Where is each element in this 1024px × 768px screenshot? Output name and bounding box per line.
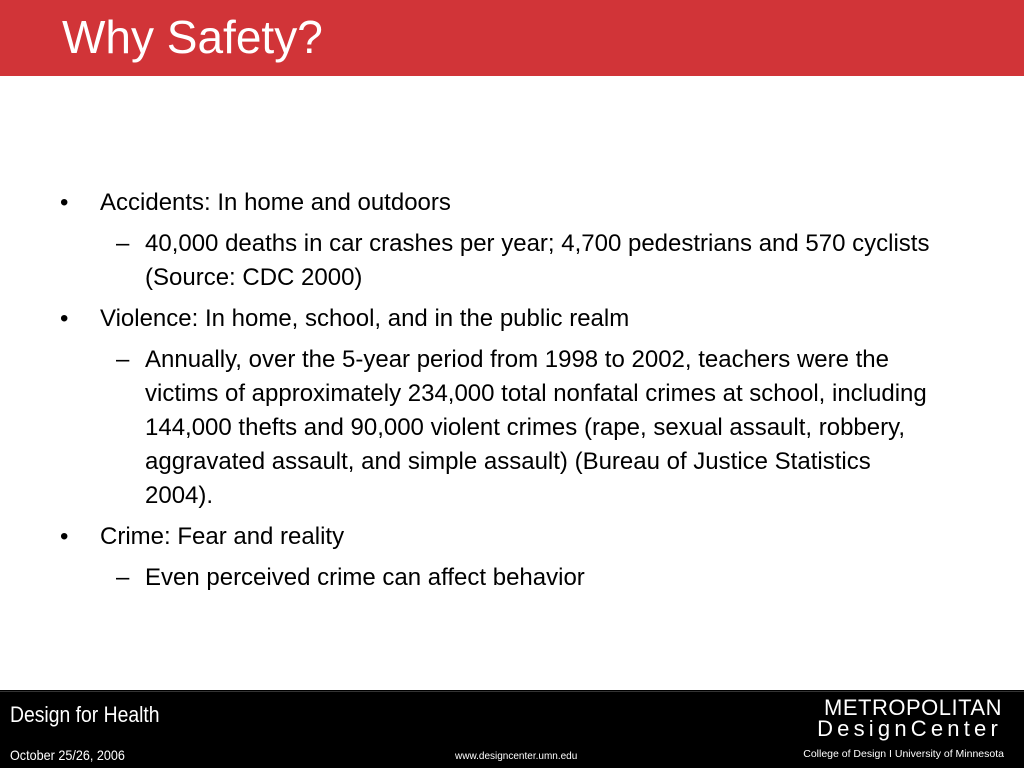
bullet-marker: • [60,305,69,332]
metropolitan-design-center-logo [790,695,1014,765]
footer-date: October 25/26, 2006 [10,747,125,763]
bullet-marker: • [60,189,69,216]
sub-bullet-item [116,227,946,295]
sub-bullet-text: 40,000 deaths in car crashes per year; 4,700 pedestrians and 570 cyclists (Source: CDC 2000) [145,230,930,291]
logo-line-2: DesignCenter [817,716,1002,741]
sub-bullet-marker: – [116,346,130,373]
bullet-marker: • [60,523,69,550]
footer-divider [0,691,1024,692]
sub-bullet-item [116,561,946,595]
logo-line-3: College of Design I University of Minnesota [803,748,1004,760]
sub-bullet-item [116,343,946,513]
sub-bullet-text: Even perceived crime can affect behavior [145,564,585,591]
title-bar [0,0,1024,76]
bullet-text: Crime: Fear and reality [100,523,345,550]
bullet-text: Accidents: In home and outdoors [100,189,451,216]
footer-bar [0,690,1024,768]
footer-title: Design for Health [10,702,160,727]
footer-url[interactable]: www.designcenter.umn.edu [455,751,578,762]
sub-bullet-text: Annually, over the 5-year period from 1998 to 2002, teachers were the victims of approximately 234,000 total nonfatal crimes at school, including 144,000 thefts and 90,000 violent crimes (rape, sexual assault, robbery, aggravated assault, and simple assault) (Bureau of Justice Statistics 2004). [145,346,927,509]
bullet-text: Violence: In home, school, and in the public realm [100,305,630,332]
slide-title: Why Safety? [62,11,323,63]
sub-bullet-marker: – [116,230,130,257]
sub-bullet-marker: – [116,564,130,591]
logo-line-1: METROPOLITAN [824,695,1002,720]
